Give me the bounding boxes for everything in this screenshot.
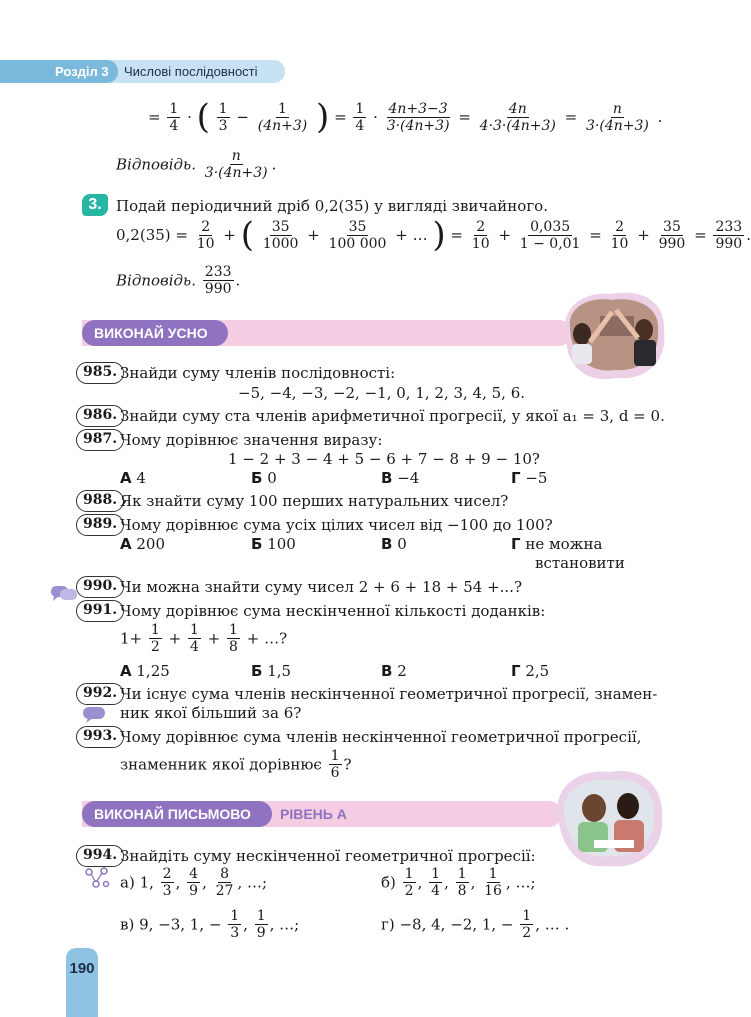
option-a: А 200	[120, 535, 166, 553]
problem-989-text: Чому дорівнює сума усіх цілих чисел від −100 до 100?	[120, 516, 553, 534]
fraction: $\frac{2}{10}$	[610, 218, 629, 252]
right-paren: )	[316, 97, 330, 137]
plus-sign: +	[498, 226, 511, 244]
ellipsis: + …	[395, 226, 428, 244]
formula-lhs: 0,2(35) =	[116, 226, 188, 244]
problem-991-text: Чому дорівнює сума нескінченної кількості доданків:	[120, 602, 546, 620]
plus-sign: +	[223, 226, 236, 244]
answer-label: Відповідь.	[116, 271, 196, 290]
option-a: А 4	[120, 469, 146, 487]
fraction: $\frac{1}{(4n+3)}$	[257, 100, 308, 134]
fraction: $\frac{1}{3}$	[218, 100, 228, 134]
option-d: Г −5	[511, 469, 548, 487]
minus-sign: −	[236, 108, 249, 126]
problem-992-text-line1: Чи існує сума членів нескінченної геометричної прогресії, знамен-	[120, 685, 658, 703]
example-formula	[116, 215, 751, 255]
dot-sign: ·	[373, 108, 378, 126]
fraction: $\frac{35}{990}$	[658, 218, 686, 252]
fraction: $\frac{1}{4}$	[169, 100, 179, 134]
chat-bubble-icon	[82, 706, 110, 728]
fraction: $\frac{35}{100 000}$	[328, 218, 387, 252]
problem-988-text: Як знайти суму 100 перших натуральних чисел?	[120, 492, 509, 510]
problem-number-992: 992.	[76, 683, 124, 705]
option-d-continued: встановити	[535, 554, 625, 572]
problem-994-item-b: б) $\frac{1}{2}$ , $\frac{1}{4}$ , $\frac{1}{8}$ , $\frac{1}{16}$ , …;	[381, 866, 536, 899]
answer-fraction: $\frac{n}{3\cdot(4n+3)}$	[204, 148, 268, 181]
right-paren: )	[432, 215, 446, 255]
problem-993-text-line2: знаменник якої дорівнює $\frac{1}{6}$ ?	[120, 748, 352, 781]
section-label: Розділ 3	[0, 60, 118, 83]
example-number-badge: 3.	[82, 194, 108, 216]
continuation-answer	[116, 148, 276, 181]
problem-number-990: 990.	[76, 576, 124, 598]
answer-fraction: $\frac{233}{990}$	[204, 264, 232, 297]
equals-sign: =	[148, 108, 161, 126]
equals-sign: =	[564, 108, 578, 126]
option-c: В 2	[381, 662, 407, 680]
fraction: $\frac{0,035}{1 - 0,01}$	[519, 218, 581, 252]
problem-987-text: Чому дорівнює значення виразу:	[120, 431, 383, 449]
fraction: $\frac{1}{4}$	[355, 100, 365, 134]
problem-994-item-d: г) −8, 4, −2, 1, − $\frac{1}{2}$ , … .	[381, 908, 570, 941]
chat-bubbles-icon	[50, 585, 78, 607]
problem-number-986: 986.	[76, 405, 124, 427]
problem-994-item-a: а) 1, $\frac{2}{3}$ , $\frac{4}{9}$ , $\frac{8}{27}$ , …;	[120, 866, 268, 899]
problem-994-text: Знайдіть суму нескінченної геометричної прогресії:	[120, 847, 536, 865]
option-d: Г не можна	[511, 535, 603, 553]
network-dots-icon	[84, 866, 110, 894]
left-paren: (	[240, 215, 254, 255]
equals-sign: =	[450, 226, 463, 244]
fraction: $\frac{1}{2}$	[404, 866, 414, 899]
fraction: $\frac{1}{2}$	[150, 622, 160, 655]
fraction: $\frac{8}{27}$	[215, 866, 234, 899]
fraction: $\frac{1}{8}$	[229, 622, 238, 655]
problem-number-988: 988.	[76, 490, 124, 512]
problem-number-991: 991.	[76, 600, 124, 622]
chapter-header	[0, 60, 285, 83]
plus-sign: +	[307, 226, 320, 244]
problem-985-text: Знайди суму членів послідовності:	[120, 364, 396, 382]
fraction: $\frac{1}{2}$	[522, 908, 532, 941]
problem-993-text-line1: Чому дорівнює сума членів нескінченної геометричної прогресії,	[120, 728, 642, 746]
option-b: Б 100	[251, 535, 296, 553]
problem-991-series: 1+ $\frac{1}{2}$ + $\frac{1}{4}$ + $\frac{1}{8}$ + …?	[120, 622, 288, 655]
equals-sign: =	[334, 108, 347, 126]
problem-990-text: Чи можна знайти суму чисел 2 + 6 + 18 + 54 +...?	[120, 578, 522, 596]
problem-994-item-c: в) 9, −3, 1, − $\frac{1}{3}$ , $\frac{1}{9}$ , …;	[120, 908, 300, 941]
equals-sign: =	[458, 108, 471, 126]
written-level: РІВЕНЬ А	[280, 806, 347, 822]
period: .	[235, 271, 241, 290]
oral-banner-title: ВИКОНАЙ УСНО	[82, 320, 228, 346]
chapter-title: Числові послідовності	[124, 64, 258, 79]
answer-label: Відповідь.	[116, 155, 196, 174]
fraction: $\frac{1}{4}$	[431, 866, 441, 899]
option-d: Г 2,5	[511, 662, 550, 680]
problem-992-text-line2: ник якої більший за 6?	[120, 704, 302, 722]
fraction: $\frac{1}{9}$	[256, 908, 266, 941]
left-paren: (	[196, 97, 210, 137]
option-b: Б 1,5	[251, 662, 292, 680]
problem-986-text: Знайди суму ста членів арифметичної прогресії, у якої a₁ = 3, d = 0.	[120, 407, 665, 425]
fraction: $\frac{2}{10}$	[471, 218, 490, 252]
fraction: $\frac{1}{3}$	[230, 908, 240, 941]
problem-number-987: 987.	[76, 429, 124, 451]
period: .	[657, 108, 663, 126]
dot-sign: ·	[187, 108, 192, 126]
fraction: $\frac{4n}{4\cdot 3\cdot(4n+3)}$	[479, 100, 556, 134]
period: .	[746, 226, 751, 244]
equals-sign: =	[589, 226, 602, 244]
option-c: В 0	[381, 535, 407, 553]
problem-number-993: 993.	[76, 726, 124, 748]
problem-number-985: 985.	[76, 362, 124, 384]
problem-number-994: 994.	[76, 845, 124, 867]
option-c: В −4	[381, 469, 420, 487]
fraction: $\frac{1}{8}$	[457, 866, 467, 899]
written-banner-title: ВИКОНАЙ ПИСЬМОВО	[82, 801, 272, 827]
option-b: Б 0	[251, 469, 277, 487]
continuation-formula	[148, 97, 663, 137]
option-a: А 1,25	[120, 662, 170, 680]
fraction: $\frac{233}{990}$	[715, 218, 743, 252]
fraction: $\frac{35}{1000}$	[262, 218, 299, 252]
equals-sign: =	[694, 226, 707, 244]
problem-985-sequence: −5, −4, −3, −2, −1, 0, 1, 2, 3, 4, 5, 6.	[238, 384, 526, 402]
example-text: Подай періодичний дріб 0,2(35) у вигляді звичайного.	[116, 197, 548, 215]
students-photo-highfive	[556, 286, 668, 384]
fraction: $\frac{4}{9}$	[189, 866, 199, 899]
fraction: $\frac{1}{6}$	[330, 748, 340, 781]
problem-number-989: 989.	[76, 514, 124, 536]
fraction: $\frac{4n+3-3}{3\cdot(4n+3)}$	[386, 100, 450, 134]
example-answer	[116, 264, 240, 297]
period: .	[271, 155, 277, 174]
fraction: $\frac{1}{16}$	[484, 866, 502, 899]
fraction: $\frac{2}{3}$	[162, 866, 172, 899]
students-photo-reading	[552, 764, 666, 872]
fraction: $\frac{n}{3\cdot(4n+3)}$	[586, 100, 649, 134]
problem-987-expression: 1 − 2 + 3 − 4 + 5 − 6 + 7 − 8 + 9 − 10?	[228, 450, 540, 468]
fraction: $\frac{2}{10}$	[196, 218, 215, 252]
plus-sign: +	[637, 226, 650, 244]
fraction: $\frac{1}{4}$	[189, 622, 199, 655]
page-number: 190	[66, 948, 98, 1017]
